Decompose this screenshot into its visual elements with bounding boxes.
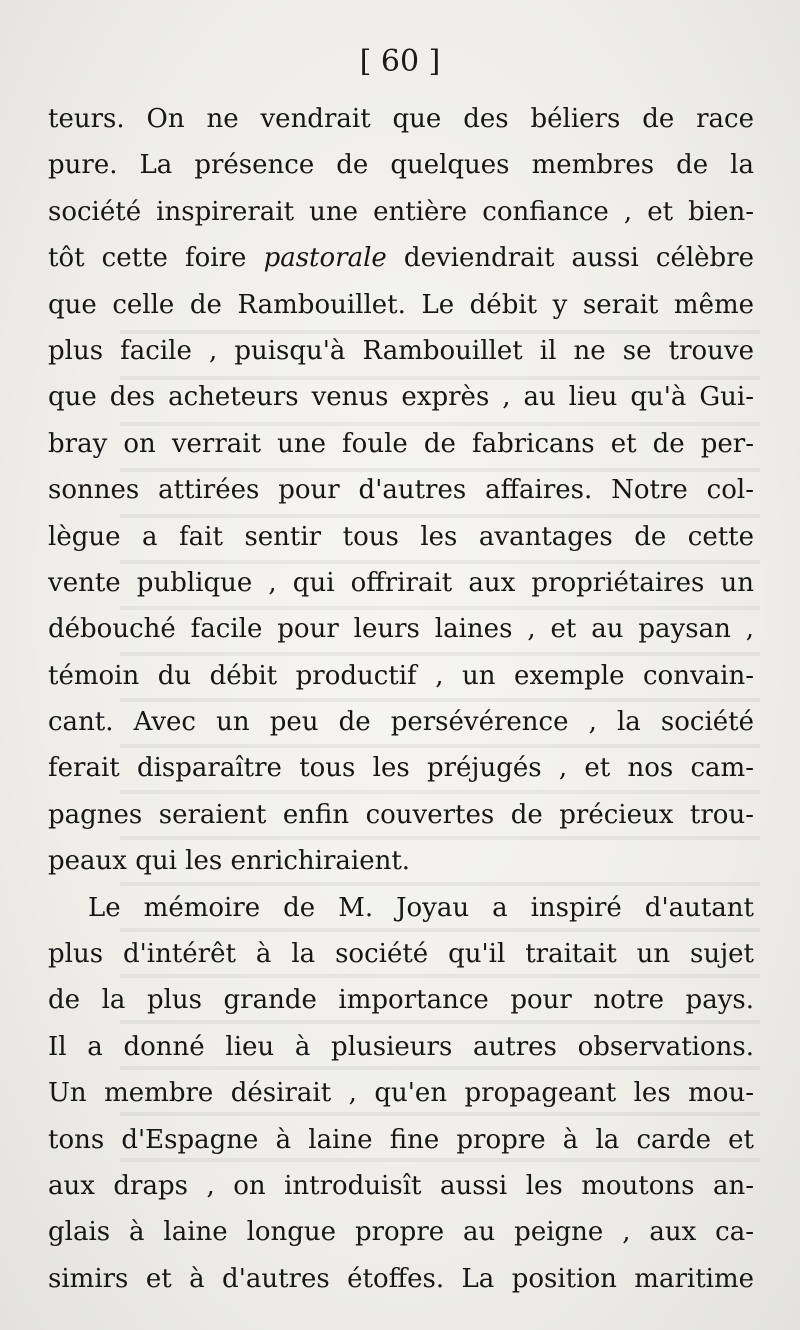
emphasized-word: pastorale [263, 243, 387, 274]
text-line: glais à laine longue propre au peigne , aux ca- [48, 1217, 754, 1248]
text-line: sonnes attirées pour d'autres affaires. Notre col- [48, 475, 754, 506]
text-line: aux draps , on introduisît aussi les moutons an- [48, 1170, 754, 1201]
text-line: pure. La présence de quelques membres de la [48, 150, 754, 181]
text-line: plus facile , puisqu'à Rambouillet il ne se trouve [48, 335, 754, 366]
text-line: débouché facile pour leurs laines , et au paysan , [48, 614, 754, 645]
text-line: société inspirerait une entière confiance , et bien- [48, 196, 754, 227]
text-line: de la plus grande importance pour notre pays. [48, 985, 754, 1016]
text-line: cant. Avec un peu de persévérence , la société [48, 707, 754, 738]
page-number: [ 60 ] [359, 44, 441, 79]
text-line: que des acheteurs venus exprès , au lieu qu'à Gui- [48, 382, 754, 413]
text-line: Un membre désirait , qu'en propageant les mou- [48, 1078, 754, 1109]
text-line: teurs. On ne vendrait que des béliers de race [48, 104, 754, 134]
text-line: pagnes seraient enfin couvertes de précieux trou- [48, 799, 754, 830]
text-line: simirs et à d'autres étoffes. La position maritime [48, 1263, 754, 1294]
text-line: peaux qui les enrichiraient. [48, 846, 411, 877]
text-line: tons d'Espagne à laine fine propre à la carde et [48, 1124, 754, 1155]
text-line: Il a donné lieu à plusieurs autres observations. [48, 1031, 754, 1062]
text-line: lègue a fait sentir tous les avantages de cette [48, 521, 754, 552]
text-line: Le mémoire de M. Joyau a inspiré d'autant [88, 892, 754, 923]
text-line: ferait disparaître tous les préjugés , et nos cam- [48, 753, 754, 784]
text-line [48, 235, 754, 281]
text-line: vente publique , qui offrirait aux propriétaires un [48, 567, 754, 598]
text-line: que celle de Rambouillet. Le débit y serait même [48, 289, 754, 320]
text-line: témoin du débit productif , un exemple convain- [48, 660, 754, 691]
text-line: plus d'intérêt à la société qu'il traitait un sujet [48, 939, 754, 970]
text-fragment: deviendrait aussi célèbre [403, 243, 754, 274]
page-body-text [48, 96, 754, 1302]
text-fragment: tôt cette foire [48, 243, 247, 274]
text-line: bray on verrait une foule de fabricans et de per- [48, 428, 754, 459]
